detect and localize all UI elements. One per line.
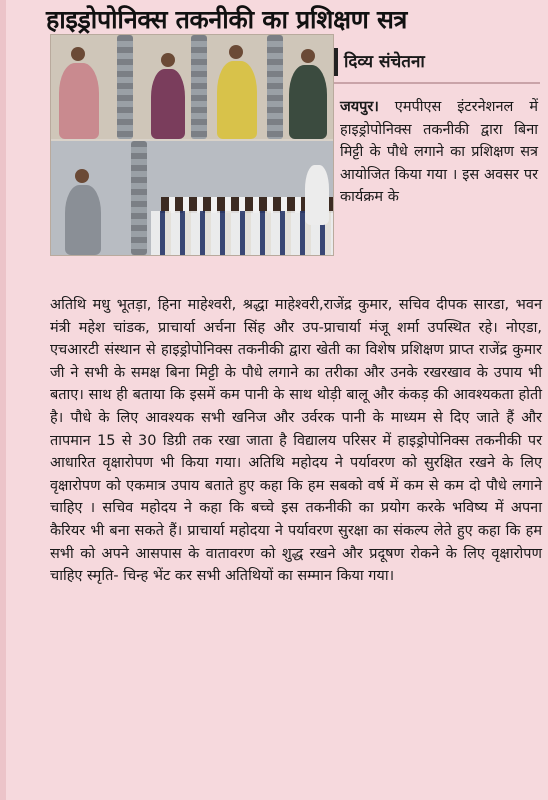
person-head [71, 47, 85, 61]
person-head [161, 53, 175, 67]
news-photo [50, 34, 334, 256]
byline: दिव्य संचेतना [334, 48, 544, 76]
person-figure [305, 165, 329, 225]
photo-bottom-panel [51, 141, 333, 255]
lead-paragraph [340, 96, 538, 209]
hydroponic-tower [131, 141, 147, 255]
dateline-place: जयपुर। [340, 99, 379, 115]
person-figure [151, 69, 185, 139]
lead-text: एमपीएस इंटरनेशनल में हाइड्रोपोनिक्स तकनीकी द्वारा बिना मिट्टी के पौधे लगाने का प्रशिक्षण सत्र आयोजित किया गया । इस अवसर पर कार्यक्रम के [340, 99, 538, 206]
hydroponic-tower [117, 35, 133, 139]
hydroponic-tower [191, 35, 207, 139]
byline-divider [334, 82, 540, 84]
person-figure [65, 185, 101, 255]
headline: हाइड्रोपोनिक्स तकनीकी का प्रशिक्षण सत्र [46, 5, 408, 34]
person-head [301, 49, 315, 63]
person-figure [59, 63, 99, 139]
photo-top-panel [51, 35, 333, 139]
hydroponic-tower [267, 35, 283, 139]
person-head [229, 45, 243, 59]
person-figure [217, 61, 257, 139]
person-figure [289, 65, 327, 139]
body-paragraph: अतिथि मधु भूतड़ा, हिना माहेश्वरी, श्रद्धा माहेश्वरी,राजेंद्र कुमार, सचिव दीपक सारडा, भवन मंत्री महेश चांडक, प्राचार्या अर्चना सिंह और उप-प्राचार्या मंजू शर्मा उपस्थित रहे। नोएडा, एचआरटी संस्थान से हाइड्रोपोनिक्स तकनीकी द्वारा खेती का विशेष प्रशिक्षण प्राप्त राजेंद्र कुमार जी ने सभी के समक्ष बिना मिट्टी के पौधे लगाने का तरीका और उनके रखरखाव के उपाय भी बताए। साथ ही बताया कि इसमें कम पानी के साथ थोड़ी बालू और कंकड़ की आवश्यकता होती है। पौधे के लिए आवश्यक सभी खनिज और उर्वरक पानी के माध्यम से दिए जाते हैं और तापमान 15 से 30 डिग्री तक रखा जाता है विद्यालय परिसर में हाइड्रोपोनिक्स तकनीकी पर आधारित वृक्षारोपण भी किया गया। अतिथि महोदय ने पर्यावरण को सुरक्षित रखने के लिए वृक्षारोपण को एकमात्र उपाय बताते हुए कहा कि हम सबको वर्ष में कम से कम दो पौधे लगाने चाहिए । सचिव महोदय ने कहा कि बच्चे इस तकनीकी का प्रयोग करके भविष्य में अपना कैरियर भी बना सकते हैं। प्राचार्या महोदया ने पर्यावरण सुरक्षा का संकल्प लेते हुए कहा कि हम सभी को अपने आसपास के वातावरण को शुद्ध रखने और प्रदूषण रोकने के लिए वृक्षारोपण चाहिए स्मृति- चिन्ह भेंट कर सभी अतिथियों का सम्मान किया गया। [50, 297, 542, 585]
person-head [75, 169, 89, 183]
